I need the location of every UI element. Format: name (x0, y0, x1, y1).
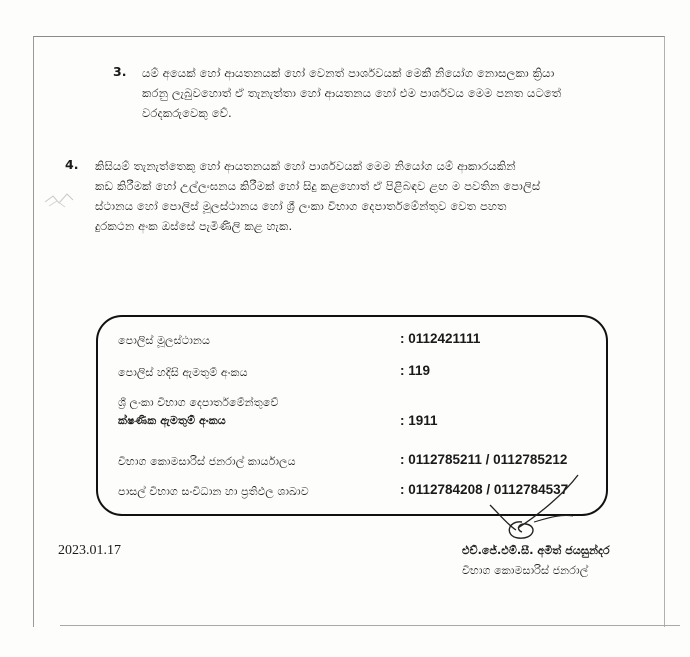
paragraph-3-line-1: යම් අයෙක් හෝ ආයතනයක් හෝ වෙනත් පාර්ශවයක් මෙකී නියෝග නොසලකා ක්‍රියා (142, 66, 555, 80)
scan-speck-mark (43, 190, 83, 210)
contact-label-exam-dept-line2: ක්ෂණික ඇමතුම් අංකය (118, 414, 226, 427)
contact-label-exam-dept-line1: ශ්‍රී ලංකා විභාග දෙපාර්තමේන්තුවේ (118, 396, 279, 409)
paragraph-3-line-2: කරනු ලැබුවහොත් ඒ තැනැත්තා හෝ ආයතනය හෝ එම පාර්ශවය මෙම පනත යටතේ (142, 86, 562, 100)
contact-value-school-exams-branch: : 0112784208 / 0112784537 (400, 482, 569, 497)
contact-label-police-hq: පොලිස් මූලස්ථානය (118, 334, 211, 347)
paragraph-3-line-3: වරදකරුවෙකු වේ. (142, 106, 232, 120)
contact-value-exam-dept: : 1911 (400, 413, 438, 428)
contact-label-commissioner-office: විභාග කොමසාරිස් ජනරාල් කාර්යාලය (118, 455, 296, 468)
paragraph-4 (95, 156, 655, 236)
paragraph-4-line-2: කඩ කිරීමක් හෝ උල්ලංඝනය කිරීමක් හෝ සිදු කළහොත් ඒ පිළිබඳව ළඟ ම පවතින පොලිස් (95, 179, 541, 193)
paragraph-4-line-4: දුරකථන අංක ඔස්සේ පැමිණිලි කළ හැක. (95, 219, 293, 233)
paragraph-number-4: 4. (65, 157, 79, 172)
signatory-title: විභාග කොමසාරිස් ජනරාල් (462, 564, 589, 577)
paragraph-number-3: 3. (113, 64, 127, 79)
contact-value-police-emergency: : 119 (400, 363, 431, 378)
bottom-rule (60, 625, 680, 626)
contact-label-police-emergency: පොලිස් හදිසි ඇමතුම් අංකය (118, 366, 248, 379)
signatory-name: එච්.ජේ.එම්.සී. අමිත් ජයසුන්දර (462, 544, 610, 557)
contact-value-police-hq: : 0112421111 (400, 331, 481, 346)
document-date: 2023.01.17 (58, 543, 121, 558)
paragraph-4-line-1: කිසියම් තැනැත්තෙකු හෝ ආයතනයක් හෝ පාර්ශවයක් මෙම නියෝග යම් ආකාරයකින් (95, 159, 516, 173)
contact-value-commissioner-office: : 0112785211 / 0112785212 (400, 452, 568, 467)
signature-mark (478, 470, 588, 545)
contact-label-school-exams-branch: පාසල් විභාග සංවිධාන හා ප්‍රතිඵල ශාඛාව (118, 485, 309, 498)
paragraph-4-line-3: ස්ථානය හෝ පොලිස් මූලස්ථානය හෝ ශ්‍රී ලංකා විභාග දෙපාර්තමේන්තුව වෙත පහත (95, 199, 507, 213)
paragraph-3 (142, 63, 642, 123)
